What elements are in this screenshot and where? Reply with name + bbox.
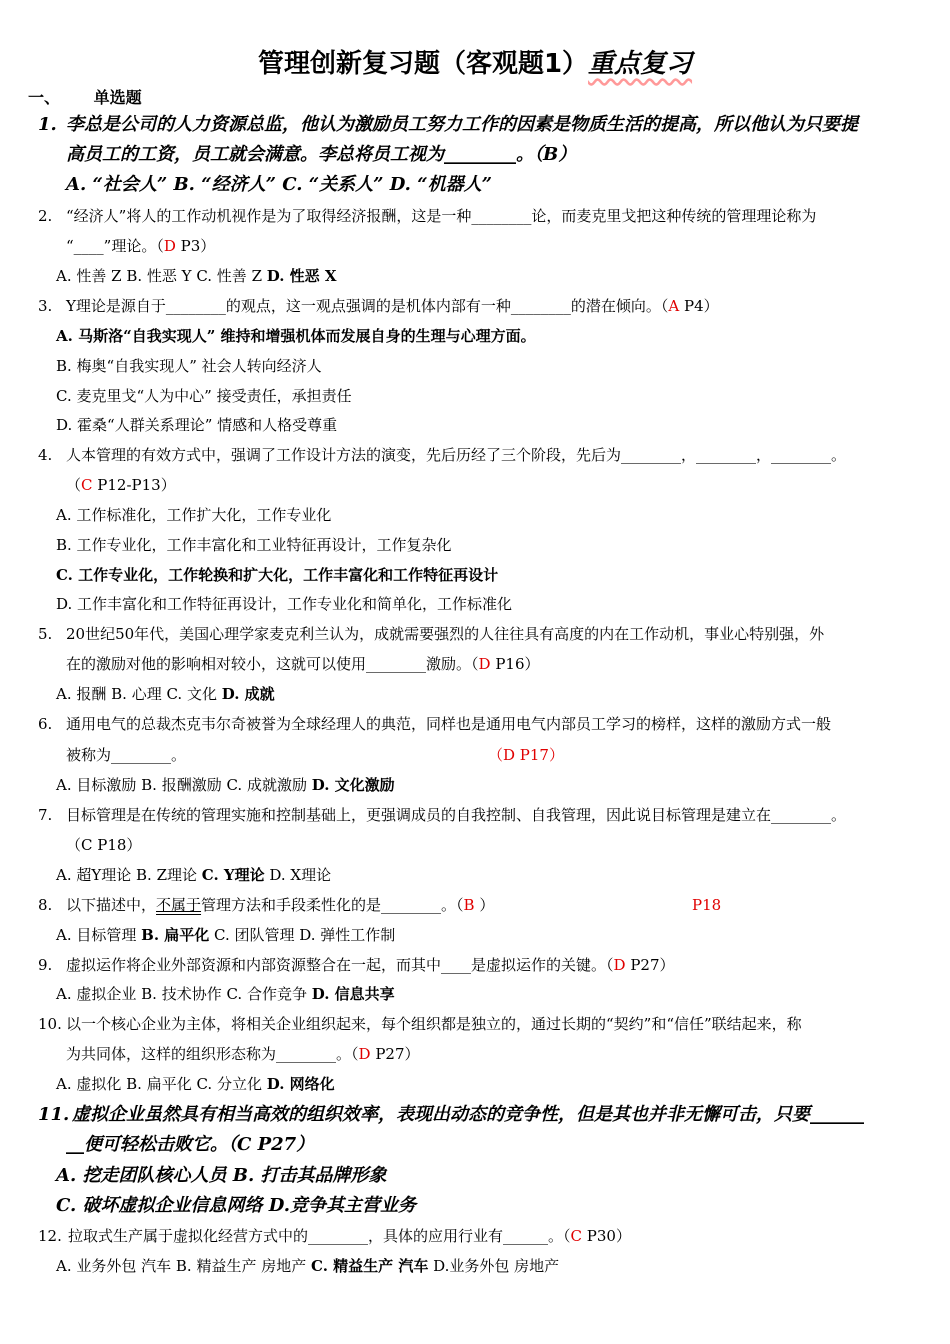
q4-answer: C bbox=[81, 476, 93, 494]
q5-options: A. 报酬 B. 心理 C. 文化 D. 成就 bbox=[56, 685, 275, 703]
q10-line1: 以一个核心企业为主体，将相关企业组织起来，每个组织都是独立的，通过长期的“契约”和“信任”联结起来，称 bbox=[66, 1015, 802, 1033]
q12-text: 拉取式生产属于虚拟化经营方式中的________，具体的应用行业有______。（C P30） bbox=[68, 1227, 631, 1245]
q2-correct-option: D. 性恶 X bbox=[266, 267, 337, 285]
q12-options: A. 业务外包 汽车 B. 精益生产 房地产 C. 精益生产 汽车 D.业务外包 房地产 bbox=[56, 1257, 560, 1275]
page-title bbox=[0, 44, 950, 84]
q9-text: 虚拟运作将企业外部资源和内部资源整合在一起，而其中____是虚拟运作的关键。（D P27） bbox=[66, 956, 675, 974]
q9-number: 9. bbox=[38, 956, 53, 974]
q8-page-ref: P18 bbox=[692, 896, 722, 914]
q3-answer: A bbox=[668, 297, 680, 315]
q8-correct-option: B. 扁平化 bbox=[141, 926, 210, 944]
q4-option-c: C. 工作专业化，工作轮换和扩大化，工作丰富化和工作特征再设计 bbox=[56, 566, 499, 584]
q6-options: A. 目标激励 B. 报酬激励 C. 成就激励 D. 文化激励 bbox=[56, 776, 395, 794]
q12-answer: C bbox=[570, 1227, 582, 1245]
q10-options: A. 虚拟化 B. 扁平化 C. 分立化 D. 网络化 bbox=[56, 1075, 335, 1093]
q7-correct-option: C. Y理论 bbox=[201, 866, 265, 884]
q2-number: 2. bbox=[38, 207, 53, 225]
q3-option-b: B. 梅奥“自我实现人” 社会人转向经济人 bbox=[56, 357, 322, 375]
q5-line1: 20世纪50年代，美国心理学家麦克利兰认为，成就需要强烈的人往往具有高度的内在工作动机，事业心特别强，外 bbox=[66, 625, 825, 643]
q9-options: A. 虚拟企业 B. 技术协作 C. 合作竞争 D. 信息共享 bbox=[56, 985, 395, 1003]
q1-number: 1. bbox=[38, 114, 57, 135]
q3-option-a: A. 马斯洛“自我实现人” 维持和增强机体而发展自身的生理与心理方面。 bbox=[56, 327, 536, 345]
q4-option-b: B. 工作专业化，工作丰富化和工业特征再设计，工作复杂化 bbox=[56, 536, 452, 554]
q4-line2: （C P12-P13） bbox=[66, 476, 176, 494]
q2-options: A. 性善 Z B. 性恶 Y C. 性善 Z D. 性恶 X bbox=[56, 267, 337, 285]
q10-number: 10. bbox=[38, 1015, 62, 1033]
q1-options: A. “社会人” B. “经济人” C. “关系人” D. “机器人” bbox=[66, 174, 492, 195]
q3-option-d: D. 霍桑“人群关系理论” 情感和人格受尊重 bbox=[56, 416, 338, 434]
q6-answer: （D P17） bbox=[488, 746, 564, 764]
q4-number: 4. bbox=[38, 446, 53, 464]
q1-line2: 高员工的工资，员工就会满意。李总将员工视为________。（B） bbox=[66, 144, 577, 165]
q7-line2: （C P18） bbox=[66, 836, 142, 854]
q4-line1: 人本管理的有效方式中，强调了工作设计方法的演变，先后历经了三个阶段，先后为________，________，________。 bbox=[66, 446, 847, 464]
q10-answer: D bbox=[358, 1045, 371, 1063]
q3-number: 3. bbox=[38, 297, 53, 315]
q5-line2: 在的激励对他的影响相对较小，这就可以使用________激励。（D P16） bbox=[66, 655, 540, 673]
q12-correct-option: C. 精益生产 汽车 bbox=[311, 1257, 429, 1275]
q7-line1: 目标管理是在传统的管理实施和控制基础上，更强调成员的自我控制、自我管理，因此说目标管理是建立在________。 bbox=[66, 806, 847, 824]
q8-number: 8. bbox=[38, 896, 53, 914]
q8-answer: B bbox=[463, 896, 475, 914]
q1-line1: 李总是公司的人力资源总监，他认为激励员工努力工作的因素是物质生活的提高，所以他认为只要提 bbox=[66, 114, 858, 135]
q6-line1: 通用电气的总裁杰克韦尔奇被誉为全球经理人的典范，同样也是通用电气内部员工学习的榜样，这样的激励方式一般 bbox=[66, 715, 832, 733]
q11-line1: 虚拟企业虽然具有相当高效的组织效率，表现出动态的竞争性，但是其也并非无懈可击，只要______ bbox=[72, 1104, 864, 1125]
q8-emphasis: 不属于 bbox=[156, 896, 202, 914]
q5-answer: D bbox=[478, 655, 491, 673]
q5-correct-option: D. 成就 bbox=[221, 685, 275, 703]
q10-correct-option: D. 网络化 bbox=[266, 1075, 335, 1093]
q8-options: A. 目标管理 B. 扁平化 C. 团队管理 D. 弹性工作制 bbox=[56, 926, 396, 944]
section-heading: 一、 单选题 bbox=[28, 88, 142, 107]
q2-answer: D bbox=[163, 237, 176, 255]
q6-number: 6. bbox=[38, 715, 53, 733]
q3-option-c: C. 麦克里戈“人为中心” 接受责任，承担责任 bbox=[56, 387, 352, 405]
q7-number: 7. bbox=[38, 806, 53, 824]
q6-correct-option: D. 文化激励 bbox=[311, 776, 395, 794]
q9-correct-option: D. 信息共享 bbox=[311, 985, 395, 1003]
q11-line2: __便可轻松击败它。（C P27） bbox=[66, 1134, 315, 1155]
q5-number: 5. bbox=[38, 625, 53, 643]
q3-text: Y理论是源自于________的观点，这一观点强调的是机体内部有一种________的潜在倾向。（A P4） bbox=[66, 297, 719, 315]
q11-number: 11. bbox=[38, 1104, 70, 1125]
q8-text: 以下描述中，不属于管理方法和手段柔性化的是________。（B ） bbox=[66, 896, 495, 914]
q4-option-d: D. 工作丰富化和工作特征再设计，工作专业化和简单化，工作标准化 bbox=[56, 595, 513, 613]
q2-line1: “经济人”将人的工作动机视作是为了取得经济报酬，这是一种________论，而麦克里戈把这种传统的管理理论称为 bbox=[66, 207, 817, 225]
q7-options: A. 超Y理论 B. Z理论 C. Y理论 D. X理论 bbox=[56, 866, 332, 884]
q6-line2: 被称为________。 bbox=[66, 746, 187, 764]
q4-option-a: A. 工作标准化，工作扩大化，工作专业化 bbox=[56, 506, 332, 524]
q11-options-ab: A. 挖走团队核心人员 B. 打击其品牌形象 bbox=[56, 1165, 387, 1186]
q9-answer: D bbox=[613, 956, 626, 974]
q2-line2: “____”理论。（D P3） bbox=[66, 237, 216, 255]
q11-options-cd: C. 破坏虚拟企业信息网络 D.竞争其主营业务 bbox=[56, 1195, 417, 1216]
title-main: 管理创新复习题（客观题1） bbox=[257, 49, 589, 79]
q12-number: 12. bbox=[38, 1227, 62, 1245]
title-emphasis: 重点复习 bbox=[588, 49, 693, 79]
q10-line2: 为共同体，这样的组织形态称为________。（D P27） bbox=[66, 1045, 420, 1063]
